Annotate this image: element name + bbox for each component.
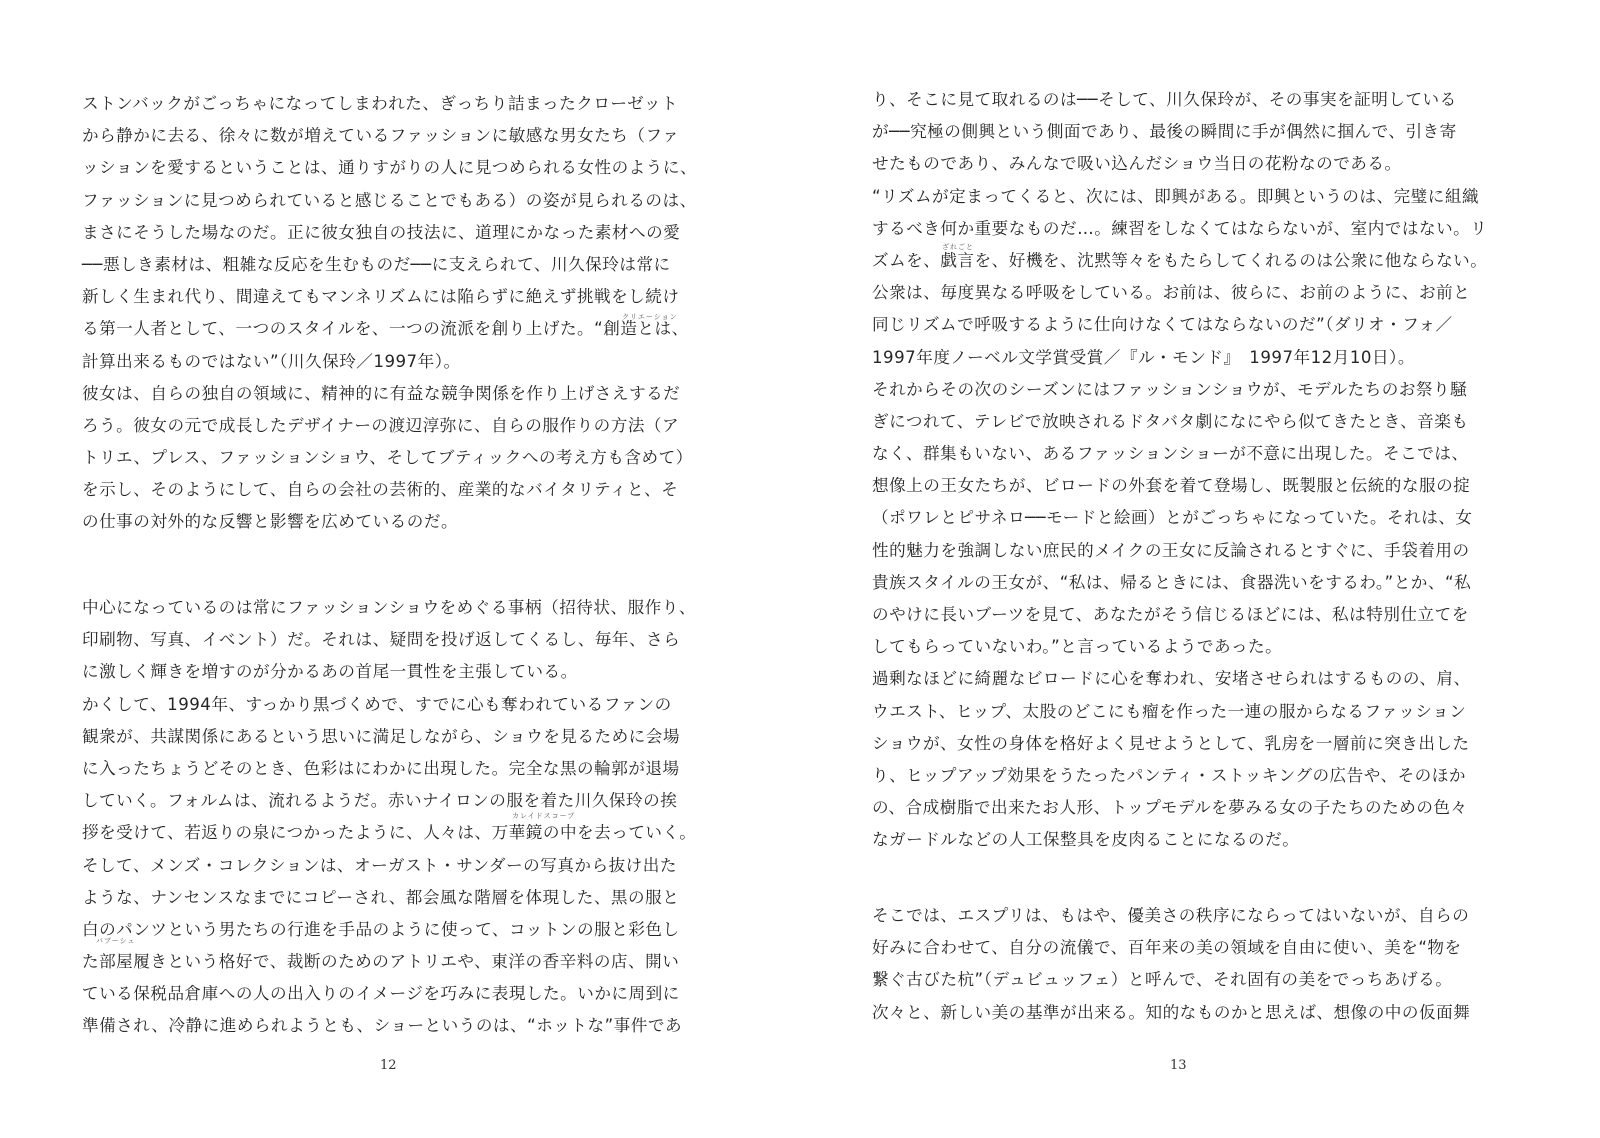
text-line: る第一人者として、一つのスタイルを、一つの流派を創り上げた。“創造とは、 (82, 319, 689, 339)
text-line: 同じリズムで呼吸するように仕向けなくてはならないのだ”（ダリオ・フォ／ (872, 315, 1453, 335)
text-line: してもらっていないわ。”と言っているようであった。 (872, 637, 1283, 657)
text-line: り、ヒップアップ効果をうたったパンティ・ストッキングの広告や、そのほか (872, 765, 1466, 785)
text-line: から静かに去る、徐々に数が増えているファッションに敏感な男女たち（ファ (82, 126, 680, 146)
text-line: トリエ、プレス、ファッションショウ、そしてブティックへの考え方も含めて） (82, 448, 693, 468)
text-line: 繋ぐ古びた杭”（デュビュッフェ）と呼んで、それ固有の美をでっちあげる。 (872, 970, 1453, 990)
text-line: 公衆は、毎度異なる呼吸をしている。お前は、彼らに、お前のように、お前と (872, 283, 1471, 303)
text-line: かくして、1994年、すっかり黒づくめで、すでに心も奪われているファンの (82, 694, 672, 714)
text-line: 拶を受けて、若返りの泉につかったように、人々は、万華鏡の中を去っていく。 (82, 823, 697, 843)
text-line: 新しく生まれ代り、間違えてもマンネリズムには陥らずに絶えず挑戦をし続け (82, 287, 680, 307)
text-line: 計算出来るものではない”（川久保玲／1997年）。 (82, 351, 461, 371)
text-line: ている保税品倉庫への人の出入りのイメージを巧みに表現した。いかに周到に (82, 984, 680, 1004)
text-line: ッションを愛するということは、通りすがりの人に見つめられる女性のように、 (82, 158, 698, 178)
text-line: ファッションに見つめられていると感じることでもある）の姿が見られるのは、 (82, 190, 697, 210)
text-line: 観衆が、共謀関係にあるという思いに満足しながら、ショウを見るために会場 (82, 726, 680, 746)
text-line: “リズムが定まってくると、次には、即興がある。即興というのは、完璧に組織 (872, 186, 1480, 206)
text-line: 白のパンツという男たちの行進を手品のように使って、コットンの服と彩色し (82, 919, 680, 939)
text-line: なガードルなどの人工保整具を皮肉ることになるのだ。 (872, 830, 1300, 850)
text-line: 中心になっているのは常にファッションショウをめぐる事柄（招待状、服作り、 (82, 598, 696, 617)
text-line: を示し、そのようにして、自らの会社の芸術的、産業的なバイタリティと、そ (82, 480, 679, 500)
ruby-zaregoto: ざれごと (942, 243, 974, 251)
text-line: の仕事の対外的な反響と影響を広めているのだ。 (82, 512, 459, 532)
left-text-block-2 (82, 592, 696, 1043)
text-line: が──究極の側興という側面であり、最後の瞬間に手が偶然に掴んで、引き寄 (872, 122, 1457, 142)
text-line: に入ったちょうどそのとき、色彩はにわかに出現した。完全な黒の輪郭が退場 (82, 758, 680, 778)
text-line: ──悪しき素材は、粗雑な反応を生むものだ──に支えられて、川久保玲は常に (82, 254, 671, 274)
text-line: それからその次のシーズンにはファッションショウが、モデルたちのお祭り騒 (872, 379, 1468, 399)
text-line: するべき何か重要なものだ…。練習をしなくてはならないが、室内ではない。リ (872, 218, 1488, 238)
text-line: ウエスト、ヒップ、太股のどこにも瘤を作った一連の服からなるファッション (872, 701, 1467, 721)
text-line: ストンバックがごっちゃになってしまわれた、ぎっちり詰まったクローゼット (82, 94, 679, 113)
text-line: ショウが、女性の身体を格好よく見せようとして、乳房を一層前に突き出した (872, 733, 1470, 753)
right-text-block-2 (872, 900, 1470, 1029)
text-line: 性的魅力を強調しない庶民的メイクの王女に反論されるとすぐに、手袋着用の (872, 540, 1470, 560)
text-line: 想像上の王女たちが、ビロードの外套を着て登場し、既製服と伝統的な服の掟 (872, 476, 1471, 496)
text-line: 好みに合わせて、自分の流儀で、百年来の美の領域を自由に使い、美を“物を (872, 938, 1462, 958)
right-page (800, 0, 1600, 1138)
text-line: た部屋履きという格好で、裁断のためのアトリエや、東洋の香辛料の店、開い (82, 952, 680, 972)
page-number: 13 (1170, 1058, 1187, 1073)
ruby-creation: クリエーション (622, 313, 678, 321)
page-number: 12 (380, 1058, 397, 1073)
text-line: 印刷物、写真、イベント）だ。それは、疑問を投げ返してくるし、毎年、さら (82, 630, 681, 650)
text-line: ろう。彼女の元で成長したデザイナーの渡辺淳弥に、自らの服作りの方法（ア (82, 415, 680, 435)
text-line: のやけに長いブーツを見て、あなたがそう信じるほどには、私は特別仕立てを (872, 605, 1469, 624)
text-line: 彼女は、自らの独自の領域に、精神的に有益な競争関係を作り上げさえするだ (82, 383, 681, 403)
text-line: そして、メンズ・コレクションは、オーガスト・サンダーの写真から抜け出た (82, 855, 677, 875)
text-line: 準備され、冷静に進められようとも、ショーというのは、“ホットな”事件であ (82, 1016, 683, 1036)
text-line: に激しく輝きを増すのが分かるあの首尾一貫性を主張している。 (82, 662, 578, 682)
text-line: そこでは、エスプリは、もはや、優美さの秩序にならってはいないが、自らの (872, 906, 1470, 925)
text-line: 貴族スタイルの王女が、“私は、帰るときには、食器洗いをするわ。”とか、“私 (872, 572, 1472, 592)
left-text-block-1 (82, 88, 697, 539)
ruby-babouche: バブーシュ (96, 937, 136, 945)
text-line: ぎにつれて、テレビで放映されるドタバタ劇になにやら似てきたとき、音楽も (872, 411, 1469, 431)
text-line: ズムを、戯言を、好機を、沈黙等々をもたらしてくれるのは公衆に他ならない。 (872, 250, 1488, 270)
text-line: していく。フォルムは、流れるようだ。赤いナイロンの服を着た川久保玲の挨 (82, 791, 678, 811)
text-line: なく、群集もいない、あるファッションショーが不意に出現した。そこでは、 (872, 444, 1469, 464)
text-line: （ポワレとピサネロ──モードと絵画）とがごっちゃになっていた。それは、女 (872, 508, 1473, 528)
text-line: せたものであり、みんなで吸い込んだショウ当日の花粉なのである。 (872, 154, 1402, 174)
right-text-block-1 (872, 84, 1487, 857)
text-line: 1997年度ノーベル文学賞受賞／『ル・モンド』 1997年12月10日）。 (872, 347, 1415, 367)
text-line: まさにそうした場なのだ。正に彼女独自の技法に、道理にかなった素材への愛 (82, 222, 681, 242)
text-line: 次々と、新しい美の基準が出来る。知的なものかと思えば、想像の中の仮面舞 (872, 1002, 1471, 1022)
text-line: り、そこに見て取れるのは──そして、川久保玲が、その事実を証明している (872, 90, 1457, 109)
text-line: ような、ナンセンスなまでにコピーされ、都会風な階層を体現した、黒の服と (82, 887, 680, 907)
text-line: の、合成樹脂で出来たお人形、トップモデルを夢みる女の子たちのための色々 (872, 798, 1468, 818)
ruby-kaleidoscope: カレイドスコープ (512, 812, 576, 820)
text-line: 過剰なほどに綺麗なビロードに心を奪われ、安堵させられはするものの、肩、 (872, 669, 1471, 689)
